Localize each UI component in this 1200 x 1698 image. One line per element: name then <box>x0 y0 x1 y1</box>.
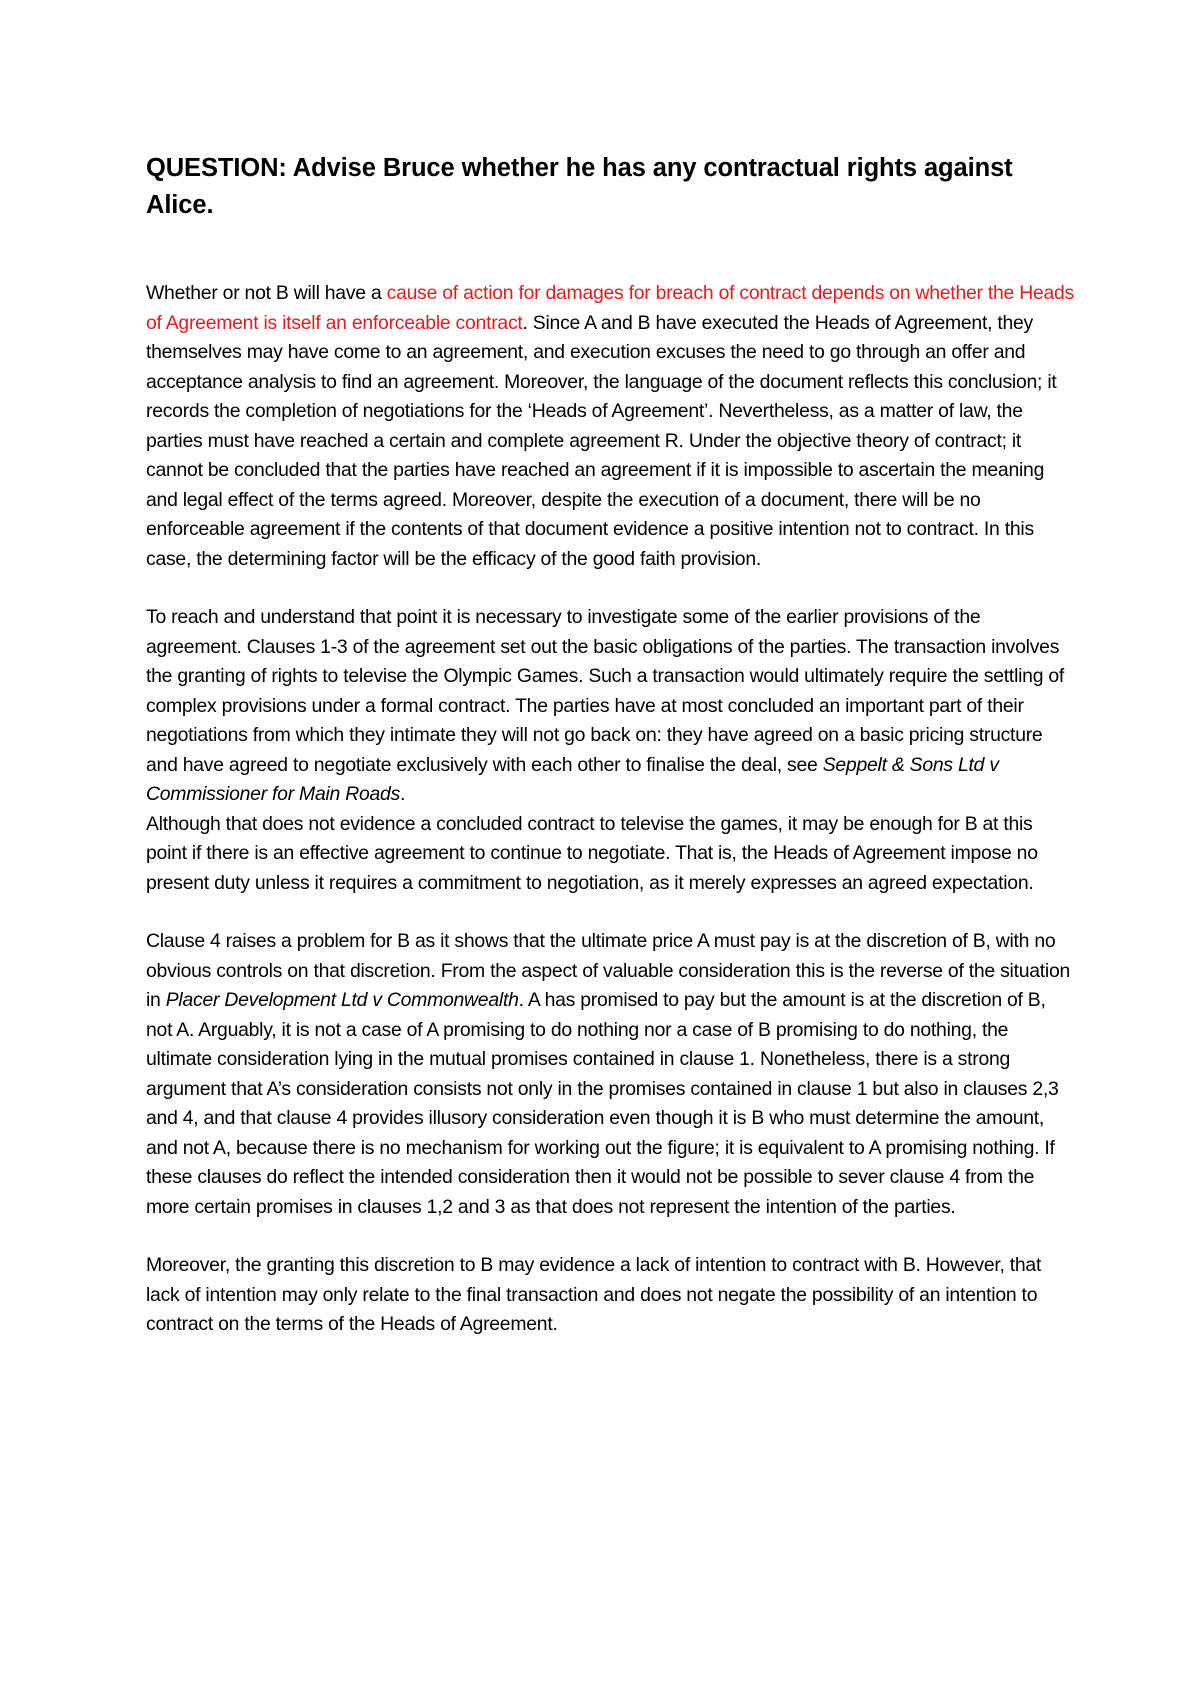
paragraph-text: . Since A and B have executed the Heads of Agreement, they themselves may have come to an agreement, and execution excuses the need to go through an offer and acceptance analysis to find an agreement. Moreover, the language of the document reflects this conclusion; it records the completion of negotiations for the ‘Heads of Agreement’. Nevertheless, as a matter of law, the parties must have reached a certain and complete agreement R. Under the objective theory of contract; it cannot be concluded that the parties have reached an agreement if it is impossible to ascertain the meaning and legal effect of the terms agreed. Moreover, despite the execution of a document, there will be no enforceable agreement if the contents of that document evidence a positive intention not to contract. In this case, the determining factor will be the efficacy of the good faith provision. <box>146 311 1057 570</box>
paragraph-intention: Moreover, the granting this discretion to B may evidence a lack of intention to contract with B. However, that lack of intention may only relate to the final transaction and does not negate the possibility of an intention to contract on the terms of the Heads of Agreement. <box>146 1254 1042 1335</box>
case-citation: Seppelt & Sons Ltd v Commissioner for Main Roads <box>146 753 999 805</box>
question-heading: QUESTION: Advise Bruce whether he has any contractual rights against Alice. <box>146 154 1013 219</box>
paragraph-agreement-to-negotiate: Although that does not evidence a concluded contract to televise the games, it may be enough for B at this point if there is an effective agreement to continue to negotiate. That is, the Heads of Agreement impose no present duty unless it requires a commitment to negotiation, as it merely expresses an agreed expectation. <box>146 812 1038 894</box>
paragraph-text: . A has promised to pay but the amount is at the discretion of B, not A. Arguably, it is not a case of A promising to do nothing nor a case of B promising to do nothing, the ultimate consideration lying in the mutual promises contained in clause 1. Nonetheless, there is a strong argument that A’s consideration consists not only in the promises contained in clause 1 but also in clauses 2,3 and 4, and that clause 4 provides illusory consideration even though it is B who must determine the amount, and not A, because there is no mechanism for working out the figure; it is equivalent to A promising nothing. If these clauses do reflect the intended consideration then it would not be possible to sever clause 4 from the more certain promises in clauses 1,2 and 3 as that does not represent the intention of the parties. <box>146 989 1059 1218</box>
paragraph-earlier-provisions <box>146 603 1076 810</box>
paragraph-enforceability <box>146 279 1076 574</box>
paragraph-clause-4 <box>146 927 1076 1222</box>
paragraph-text: Clause 4 raises a problem for B as it shows that the ultimate price A must pay is at the discretion of B, with no obvious controls on that discretion. From the aspect of valuable consideration this is the reverse of the situation in <box>146 930 1071 1011</box>
case-citation: Placer Development Ltd v Commonwealth <box>165 989 519 1011</box>
paragraph-text: . <box>400 783 406 805</box>
paragraph-text: To reach and understand that point it is necessary to investigate some of the earlier provisions of the agreement. Clauses 1-3 of the agreement set out the basic obligations of the parties. The transaction involves the granting of rights to televise the Olympic Games. Such a transaction would ultimately require the settling of complex provisions under a formal contract. The parties have at most concluded an important part of their negotiations from which they intimate they will not go back on: they have agreed on a basic pricing structure and have agreed to negotiate exclusively with each other to finalise the deal, see <box>146 606 1065 776</box>
highlighted-text: cause of action for damages for breach of contract depends on whether the Heads of Agreement is itself an enforceable contract <box>146 282 1075 334</box>
paragraph-text: Whether or not B will have a <box>146 282 387 304</box>
document-page <box>146 150 1076 1369</box>
